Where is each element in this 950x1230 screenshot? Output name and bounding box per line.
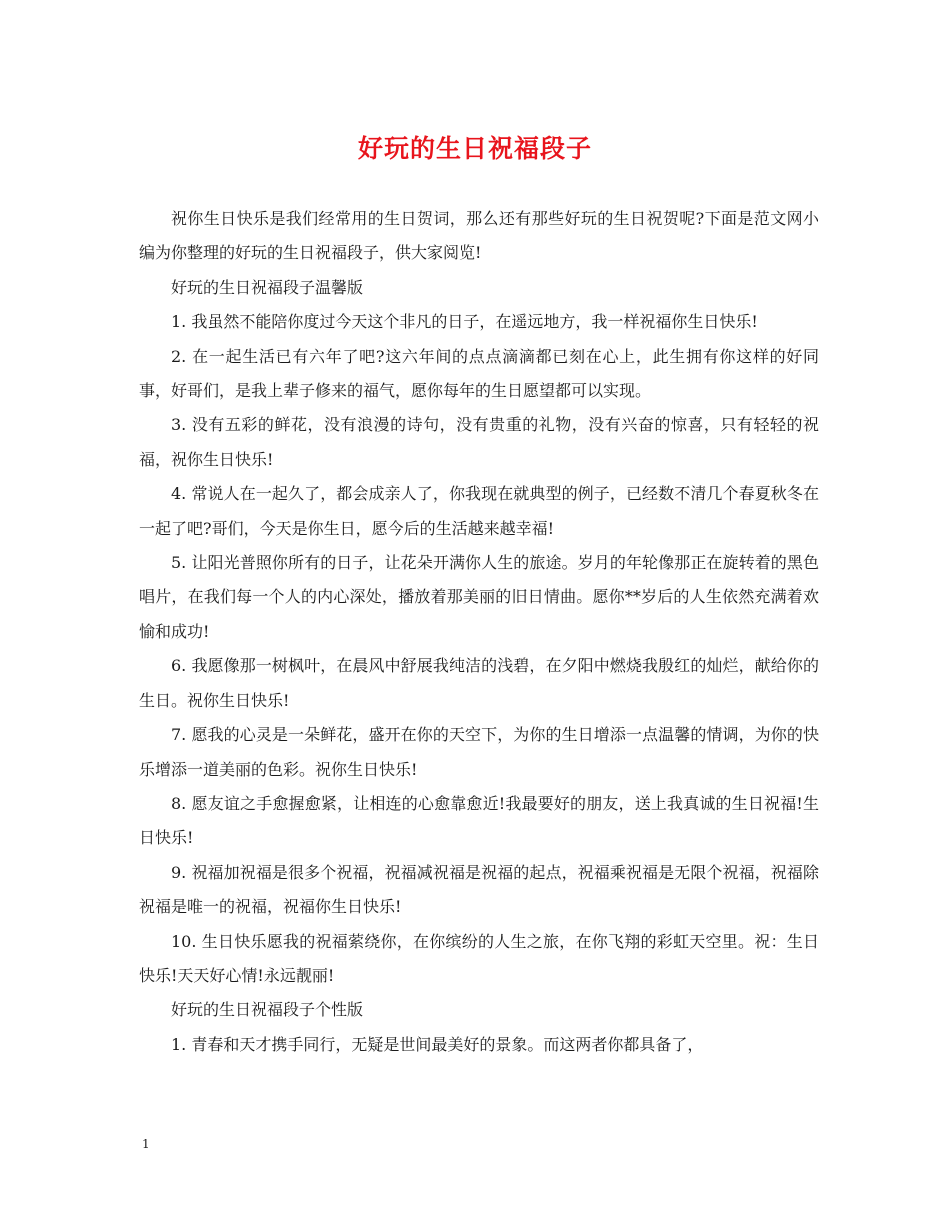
list-item: 1. 我虽然不能陪你度过今天这个非凡的日子，在遥远地方，我一样祝福你生日快乐! — [171, 312, 758, 332]
document-body — [139, 202, 819, 1062]
page-number: 1 — [142, 1137, 150, 1151]
list-item: 8. 愿友谊之手愈握愈紧，让相连的心愈靠愈近!我最要好的朋友，送上我真诚的生日祝福!生日快乐! — [139, 793, 819, 848]
list-item: 6. 我愿像那一树枫叶，在晨风中舒展我纯洁的浅碧，在夕阳中燃烧我殷红的灿烂，献给你的生日。祝你生日快乐! — [139, 656, 819, 710]
list-item: 5. 让阳光普照你所有的日子，让花朵开满你人生的旅途。岁月的年轮像那正在旋转着的黑色唱片，在我们每一个人的内心深处，播放着那美丽的旧日情曲。愿你**岁后的人生依然充满着欢愉和成功! — [139, 553, 819, 641]
list-item: 1. 青春和天才携手同行，无疑是世间最美好的景象。而这两者你都具备了， — [171, 1034, 704, 1054]
list-item: 9. 祝福加祝福是很多个祝福，祝福减祝福是祝福的起点，祝福乘祝福是无限个祝福，祝福除祝福是唯一的祝福，祝福你生日快乐! — [139, 862, 819, 917]
list-item: 2. 在一起生活已有六年了吧?这六年间的点点滴滴都已刻在心上，此生拥有你这样的好同事，好哥们，是我上辈子修来的福气，愿你每年的生日愿望都可以实现。 — [139, 346, 819, 401]
list-item: 3. 没有五彩的鲜花，没有浪漫的诗句，没有贵重的礼物，没有兴奋的惊喜，只有轻轻的祝福，祝你生日快乐! — [139, 415, 819, 469]
intro-paragraph: 祝你生日快乐是我们经常用的生日贺词，那么还有那些好玩的生日祝贺呢?下面是范文网小编为你整理的好玩的生日祝福段子，供大家阅览! — [139, 209, 819, 263]
list-item: 10. 生日快乐愿我的祝福萦绕你，在你缤纷的人生之旅，在你飞翔的彩虹天空里。祝：生日快乐!天天好心情!永远靓丽! — [139, 931, 819, 985]
section-heading-personality: 好玩的生日祝福段子个性版 — [171, 1000, 364, 1020]
list-item: 7. 愿我的心灵是一朵鲜花，盛开在你的天空下，为你的生日增添一点温馨的情调，为你的快乐增添一道美丽的色彩。祝你生日快乐! — [139, 725, 819, 779]
list-item: 4. 常说人在一起久了，都会成亲人了，你我现在就典型的例子，已经数不清几个春夏秋冬在一起了吧?哥们，今天是你生日，愿今后的生活越来越幸福! — [139, 484, 819, 538]
section-heading-warm: 好玩的生日祝福段子温馨版 — [171, 277, 364, 297]
document-title: 好玩的生日祝福段子 — [357, 134, 592, 163]
